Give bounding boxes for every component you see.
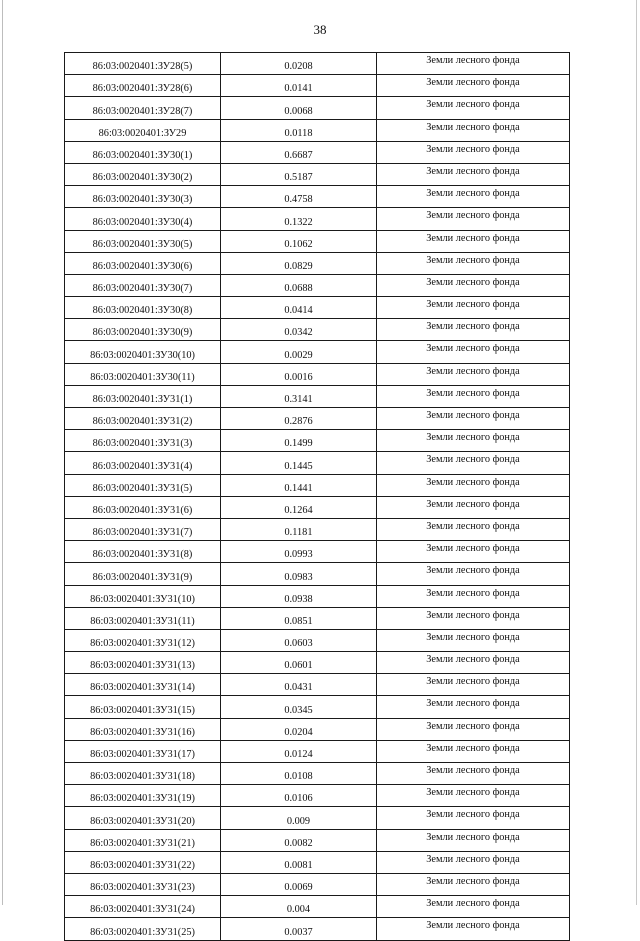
cadastral-number-cell: 86:03:0020401:ЗУ31(5) — [65, 474, 221, 496]
table-row — [65, 230, 570, 252]
land-category-cell: Земли лесного фонда — [377, 341, 570, 363]
area-cell: 0.0204 — [221, 718, 377, 740]
land-category-cell: Земли лесного фонда — [377, 873, 570, 895]
cadastral-number-cell: 86:03:0020401:ЗУ31(25) — [65, 918, 221, 940]
area-cell: 0.0037 — [221, 918, 377, 940]
cadastral-number-cell: 86:03:0020401:ЗУ30(5) — [65, 230, 221, 252]
area-cell: 0.1445 — [221, 452, 377, 474]
table-body — [65, 53, 570, 941]
cadastral-number-cell: 86:03:0020401:ЗУ31(3) — [65, 430, 221, 452]
table-row — [65, 829, 570, 851]
area-cell: 0.0342 — [221, 319, 377, 341]
area-cell: 0.0029 — [221, 341, 377, 363]
land-category-cell: Земли лесного фонда — [377, 363, 570, 385]
area-cell: 0.0068 — [221, 97, 377, 119]
land-plots-table — [64, 52, 570, 941]
area-cell: 0.5187 — [221, 163, 377, 185]
area-cell: 0.1181 — [221, 518, 377, 540]
table-row — [65, 252, 570, 274]
cadastral-number-cell: 86:03:0020401:ЗУ30(6) — [65, 252, 221, 274]
land-category-cell: Земли лесного фонда — [377, 430, 570, 452]
land-category-cell: Земли лесного фонда — [377, 53, 570, 75]
land-category-cell: Земли лесного фонда — [377, 652, 570, 674]
land-category-cell: Земли лесного фонда — [377, 785, 570, 807]
cadastral-number-cell: 86:03:0020401:ЗУ30(3) — [65, 186, 221, 208]
area-cell: 0.0108 — [221, 763, 377, 785]
area-cell: 0.0082 — [221, 829, 377, 851]
land-category-cell: Земли лесного фонда — [377, 518, 570, 540]
cadastral-number-cell: 86:03:0020401:ЗУ28(5) — [65, 53, 221, 75]
land-category-cell: Земли лесного фонда — [377, 541, 570, 563]
table-row — [65, 541, 570, 563]
page-number: 38 — [313, 22, 327, 37]
table-row — [65, 297, 570, 319]
land-category-cell: Земли лесного фонда — [377, 829, 570, 851]
land-category-cell: Земли лесного фонда — [377, 163, 570, 185]
land-category-cell: Земли лесного фонда — [377, 718, 570, 740]
table-row — [65, 918, 570, 940]
table-row — [65, 341, 570, 363]
cadastral-number-cell: 86:03:0020401:ЗУ31(17) — [65, 740, 221, 762]
land-category-cell: Земли лесного фонда — [377, 274, 570, 296]
land-category-cell: Земли лесного фонда — [377, 452, 570, 474]
table-row — [65, 718, 570, 740]
area-cell: 0.6687 — [221, 141, 377, 163]
table-row — [65, 474, 570, 496]
land-category-cell: Земли лесного фонда — [377, 252, 570, 274]
cadastral-number-cell: 86:03:0020401:ЗУ30(7) — [65, 274, 221, 296]
table-row — [65, 873, 570, 895]
area-cell: 0.0601 — [221, 652, 377, 674]
land-category-cell: Земли лесного фонда — [377, 186, 570, 208]
cadastral-number-cell: 86:03:0020401:ЗУ30(10) — [65, 341, 221, 363]
cadastral-number-cell: 86:03:0020401:ЗУ31(6) — [65, 496, 221, 518]
cadastral-number-cell: 86:03:0020401:ЗУ31(20) — [65, 807, 221, 829]
land-category-cell: Земли лесного фонда — [377, 763, 570, 785]
table-row — [65, 208, 570, 230]
table-row — [65, 785, 570, 807]
cadastral-number-cell: 86:03:0020401:ЗУ31(15) — [65, 696, 221, 718]
cadastral-number-cell: 86:03:0020401:ЗУ31(18) — [65, 763, 221, 785]
cadastral-number-cell: 86:03:0020401:ЗУ30(2) — [65, 163, 221, 185]
cadastral-number-cell: 86:03:0020401:ЗУ30(4) — [65, 208, 221, 230]
area-cell: 0.0431 — [221, 674, 377, 696]
land-category-cell: Земли лесного фонда — [377, 496, 570, 518]
table-row — [65, 851, 570, 873]
area-cell: 0.0208 — [221, 53, 377, 75]
land-category-cell: Земли лесного фонда — [377, 563, 570, 585]
land-category-cell: Земли лесного фонда — [377, 896, 570, 918]
cadastral-number-cell: 86:03:0020401:ЗУ29 — [65, 119, 221, 141]
table-row — [65, 607, 570, 629]
area-cell: 0.0983 — [221, 563, 377, 585]
area-cell: 0.1062 — [221, 230, 377, 252]
land-category-cell: Земли лесного фонда — [377, 97, 570, 119]
cadastral-number-cell: 86:03:0020401:ЗУ31(21) — [65, 829, 221, 851]
area-cell: 0.009 — [221, 807, 377, 829]
cadastral-number-cell: 86:03:0020401:ЗУ31(11) — [65, 607, 221, 629]
area-cell: 0.0851 — [221, 607, 377, 629]
cadastral-number-cell: 86:03:0020401:ЗУ30(9) — [65, 319, 221, 341]
area-cell: 0.0069 — [221, 873, 377, 895]
land-category-cell: Земли лесного фонда — [377, 297, 570, 319]
area-cell: 0.0993 — [221, 541, 377, 563]
land-category-cell: Земли лесного фонда — [377, 75, 570, 97]
table-row — [65, 75, 570, 97]
table-row — [65, 452, 570, 474]
area-cell: 0.3141 — [221, 385, 377, 407]
table-row — [65, 696, 570, 718]
cadastral-number-cell: 86:03:0020401:ЗУ28(6) — [65, 75, 221, 97]
land-category-cell: Земли лесного фонда — [377, 696, 570, 718]
table-row — [65, 274, 570, 296]
land-category-cell: Земли лесного фонда — [377, 629, 570, 651]
table-row — [65, 53, 570, 75]
land-category-cell: Земли лесного фонда — [377, 807, 570, 829]
cadastral-number-cell: 86:03:0020401:ЗУ31(2) — [65, 408, 221, 430]
cadastral-number-cell: 86:03:0020401:ЗУ30(1) — [65, 141, 221, 163]
cadastral-number-cell: 86:03:0020401:ЗУ30(11) — [65, 363, 221, 385]
area-cell: 0.0603 — [221, 629, 377, 651]
area-cell: 0.0141 — [221, 75, 377, 97]
land-category-cell: Земли лесного фонда — [377, 385, 570, 407]
land-category-cell: Земли лесного фонда — [377, 851, 570, 873]
table-row — [65, 186, 570, 208]
cadastral-number-cell: 86:03:0020401:ЗУ31(10) — [65, 585, 221, 607]
land-category-cell: Земли лесного фонда — [377, 674, 570, 696]
land-category-cell: Земли лесного фонда — [377, 141, 570, 163]
table-row — [65, 896, 570, 918]
table-row — [65, 319, 570, 341]
land-category-cell: Земли лесного фонда — [377, 408, 570, 430]
area-cell: 0.0081 — [221, 851, 377, 873]
area-cell: 0.0124 — [221, 740, 377, 762]
area-cell: 0.0118 — [221, 119, 377, 141]
table-row — [65, 652, 570, 674]
cadastral-number-cell: 86:03:0020401:ЗУ31(12) — [65, 629, 221, 651]
area-cell: 0.0688 — [221, 274, 377, 296]
area-cell: 0.1322 — [221, 208, 377, 230]
area-cell: 0.1499 — [221, 430, 377, 452]
cadastral-number-cell: 86:03:0020401:ЗУ31(14) — [65, 674, 221, 696]
table-row — [65, 763, 570, 785]
land-category-cell: Земли лесного фонда — [377, 918, 570, 940]
cadastral-number-cell: 86:03:0020401:ЗУ31(4) — [65, 452, 221, 474]
land-category-cell: Земли лесного фонда — [377, 230, 570, 252]
table-row — [65, 740, 570, 762]
scan-edge-left — [2, 0, 3, 905]
cadastral-number-cell: 86:03:0020401:ЗУ31(8) — [65, 541, 221, 563]
table-row — [65, 496, 570, 518]
land-category-cell: Земли лесного фонда — [377, 740, 570, 762]
area-cell: 0.1441 — [221, 474, 377, 496]
area-cell: 0.2876 — [221, 408, 377, 430]
cadastral-number-cell: 86:03:0020401:ЗУ30(8) — [65, 297, 221, 319]
table-row — [65, 141, 570, 163]
land-category-cell: Земли лесного фонда — [377, 319, 570, 341]
cadastral-number-cell: 86:03:0020401:ЗУ31(9) — [65, 563, 221, 585]
area-cell: 0.0016 — [221, 363, 377, 385]
cadastral-number-cell: 86:03:0020401:ЗУ31(7) — [65, 518, 221, 540]
table-row — [65, 563, 570, 585]
table-row — [65, 674, 570, 696]
cadastral-number-cell: 86:03:0020401:ЗУ31(1) — [65, 385, 221, 407]
land-category-cell: Земли лесного фонда — [377, 474, 570, 496]
table-row — [65, 163, 570, 185]
land-category-cell: Земли лесного фонда — [377, 585, 570, 607]
scan-edge-right — [636, 0, 637, 905]
cadastral-number-cell: 86:03:0020401:ЗУ31(23) — [65, 873, 221, 895]
cadastral-number-cell: 86:03:0020401:ЗУ31(24) — [65, 896, 221, 918]
area-cell: 0.1264 — [221, 496, 377, 518]
area-cell: 0.0106 — [221, 785, 377, 807]
cadastral-number-cell: 86:03:0020401:ЗУ31(19) — [65, 785, 221, 807]
area-cell: 0.4758 — [221, 186, 377, 208]
cadastral-number-cell: 86:03:0020401:ЗУ31(16) — [65, 718, 221, 740]
table-row — [65, 97, 570, 119]
land-category-cell: Земли лесного фонда — [377, 607, 570, 629]
table-row — [65, 807, 570, 829]
land-category-cell: Земли лесного фонда — [377, 119, 570, 141]
cadastral-number-cell: 86:03:0020401:ЗУ31(13) — [65, 652, 221, 674]
table-row — [65, 385, 570, 407]
table-row — [65, 363, 570, 385]
cadastral-number-cell: 86:03:0020401:ЗУ31(22) — [65, 851, 221, 873]
area-cell: 0.0414 — [221, 297, 377, 319]
area-cell: 0.0938 — [221, 585, 377, 607]
cadastral-number-cell: 86:03:0020401:ЗУ28(7) — [65, 97, 221, 119]
table-row — [65, 585, 570, 607]
area-cell: 0.0829 — [221, 252, 377, 274]
land-category-cell: Земли лесного фонда — [377, 208, 570, 230]
table-row — [65, 119, 570, 141]
table-row — [65, 518, 570, 540]
table-row — [65, 430, 570, 452]
table-row — [65, 408, 570, 430]
area-cell: 0.0345 — [221, 696, 377, 718]
table-row — [65, 629, 570, 651]
area-cell: 0.004 — [221, 896, 377, 918]
